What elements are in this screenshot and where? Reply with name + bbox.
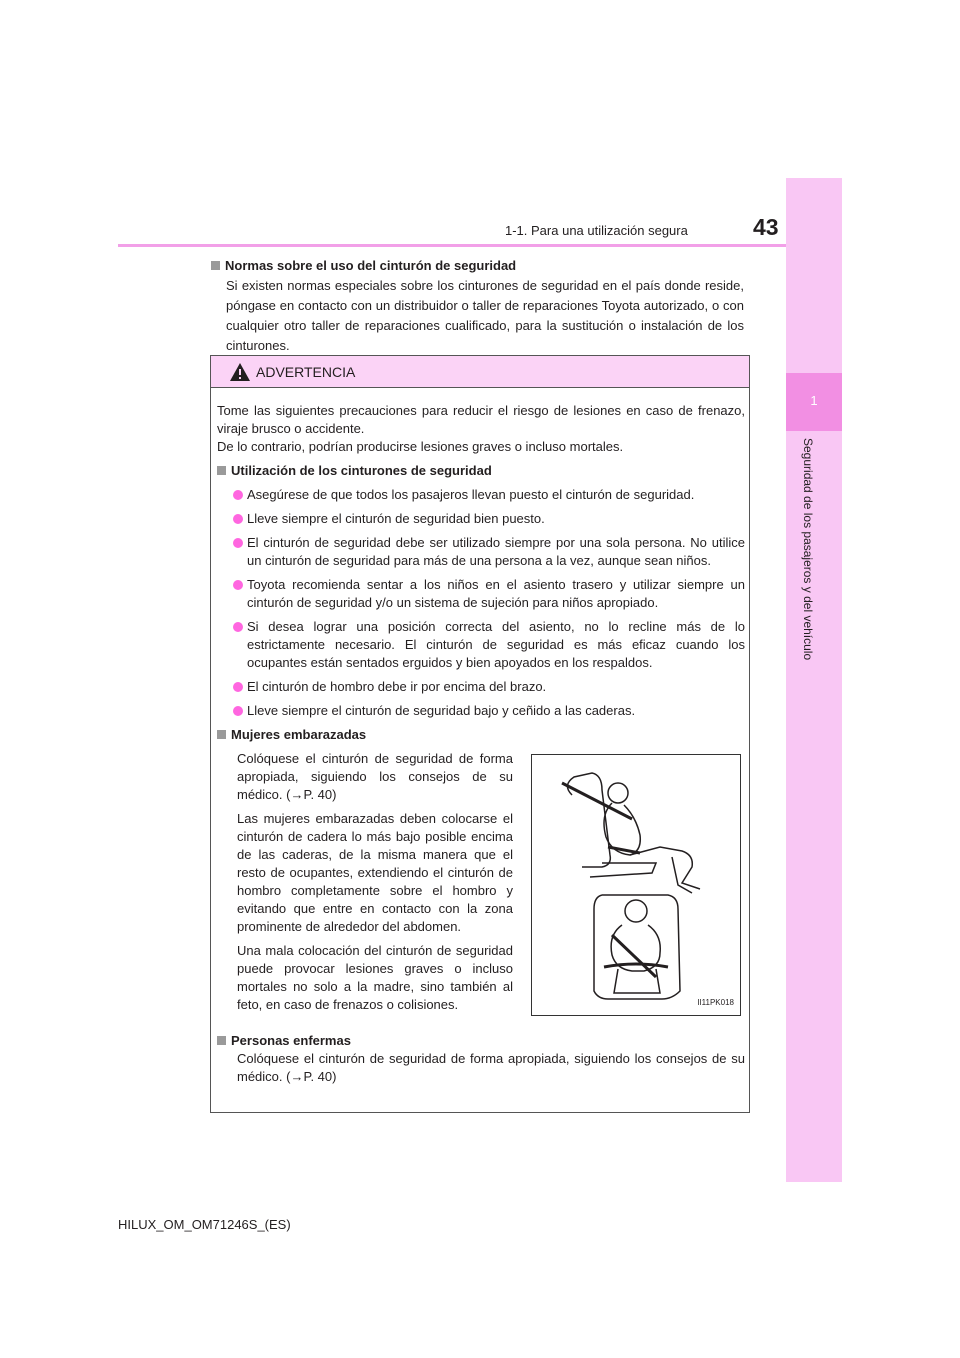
pregnant-heading: Mujeres embarazadas (217, 726, 745, 744)
pregnant-text (237, 750, 513, 1020)
bullet-icon (233, 706, 243, 716)
square-bullet-icon (217, 466, 226, 475)
list-item: Asegúrese de que todos los pasajeros llevan puesto el cinturón de seguridad. (217, 486, 745, 504)
chapter-number: 1 (810, 393, 818, 408)
pregnant-paragraph: Las mujeres embarazadas deben colocarse el cinturón de cadera lo más bajo posible encima de las caderas, de la misma manera que el resto de ocupantes, extendiendo el cinturón de hombro completamente sobre el hombro y evitando que entre en contacto con la zona prominente de alrededor del abdomen. (237, 811, 513, 934)
use-heading: Utilización de los cinturones de seguridad (217, 462, 745, 480)
chapter-side-tab (786, 178, 842, 1182)
warning-intro-2: De lo contrario, podrían producirse lesiones graves o incluso mortales. (217, 439, 624, 454)
page-number: 43 (753, 214, 779, 240)
warning-header (211, 356, 749, 388)
list-item: Toyota recomienda sentar a los niños en el asiento trasero y utilizar siempre un cinturón de seguridad y/o un sistema de sujeción para niños apropiado. (217, 576, 745, 612)
list-item: Si desea lograr una posición correcta del asiento, no lo recline más de lo estrictamente necesario. El cinturón de seguridad es más eficaz cuando los ocupantes están sentados erguidos y bien apoyados en los respaldos. (217, 618, 745, 672)
bullet-icon (233, 514, 243, 524)
seatbelt-illustration-icon (532, 755, 740, 1003)
square-bullet-icon (211, 261, 220, 270)
warning-triangle-icon (229, 362, 251, 382)
seatbelt-rules-section (211, 256, 744, 356)
bullet-icon (233, 580, 243, 590)
figure-code: II11PK018 (697, 998, 734, 1007)
footer-doc-code: HILUX_OM_OM71246S_(ES) (118, 1217, 291, 1232)
chapter-title-vertical (801, 438, 825, 678)
ill-heading: Personas enfermas (217, 1032, 745, 1050)
pregnant-paragraph: Colóquese el cinturón de seguridad de forma apropiada, siguiendo los consejos de su médico. (→P. 40) (237, 751, 513, 802)
header-rule (118, 244, 786, 247)
ill-body: Colóquese el cinturón de seguridad de forma apropiada, siguiendo los consejos de su médico. (→P. 40) (237, 1051, 745, 1084)
bullet-icon (233, 622, 243, 632)
bullet-icon (233, 490, 243, 500)
chapter-title: Seguridad de los pasajeros y del vehículo (801, 438, 815, 661)
bullet-icon (233, 682, 243, 692)
warning-box (210, 355, 750, 1113)
warning-body (217, 402, 745, 1086)
section-body: Si existen normas especiales sobre los cinturones de seguridad en el país donde reside, póngase en contacto con un distribuidor o taller de reparaciones Toyota autorizado, o con cualquier otro taller de reparaciones cualificado, para la sustitución o instalación de los cinturones. (226, 278, 744, 353)
pregnant-section (217, 750, 745, 1026)
pregnant-seatbelt-illustration (531, 754, 741, 1016)
chapter-number-box (786, 373, 842, 431)
list-item: Lleve siempre el cinturón de seguridad bien puesto. (217, 510, 745, 528)
warning-intro-1: Tome las siguientes precauciones para reducir el riesgo de lesiones en caso de frenazo, viraje brusco o accidente. (217, 403, 745, 436)
list-item: El cinturón de seguridad debe ser utilizado siempre por una sola persona. No utilice un cinturón de seguridad para más de una persona a la vez, aunque sean niños. (217, 534, 745, 570)
bullet-icon (233, 538, 243, 548)
header-section-title: 1-1. Para una utilización segura (505, 223, 688, 238)
pregnant-paragraph: Una mala colocación del cinturón de seguridad puede provocar lesiones graves o incluso mortales no solo a la madre, sino también al feto, en caso de frenazos o colisiones. (237, 943, 513, 1012)
warning-title: ADVERTENCIA (256, 364, 356, 380)
square-bullet-icon (217, 730, 226, 739)
list-item: El cinturón de hombro debe ir por encima del brazo. (217, 678, 745, 696)
section-heading: Normas sobre el uso del cinturón de seguridad (211, 256, 744, 276)
square-bullet-icon (217, 1036, 226, 1045)
list-item: Lleve siempre el cinturón de seguridad bajo y ceñido a las caderas. (217, 702, 745, 720)
